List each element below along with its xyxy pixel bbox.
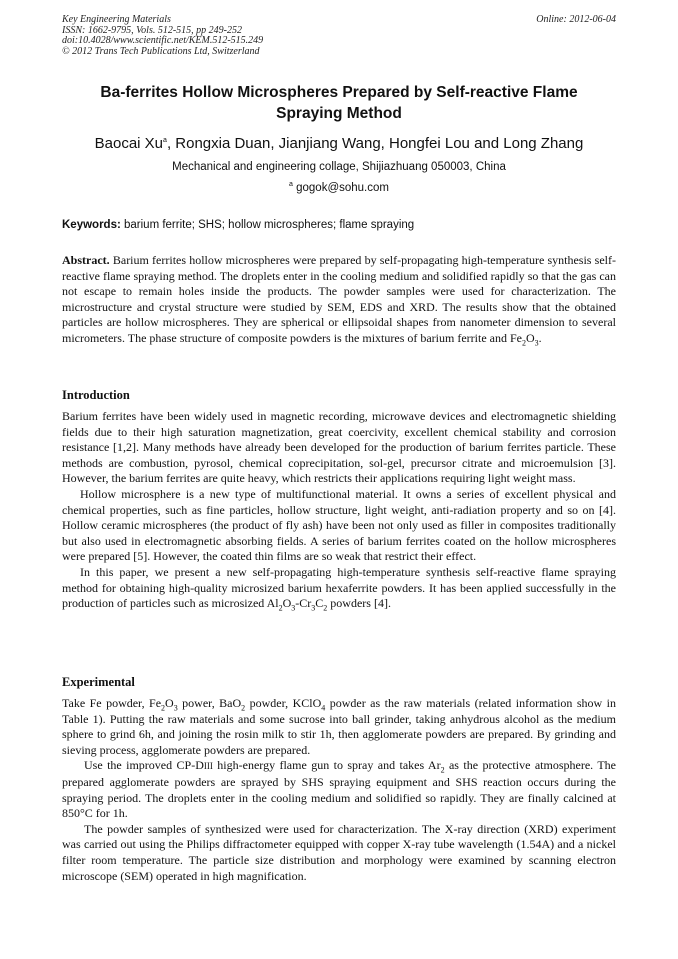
abstract-end: .	[538, 330, 542, 345]
experimental-body	[62, 696, 616, 884]
issn-line: ISSN: 1662-9795, Vols. 512-515, pp 249-252	[62, 24, 242, 36]
abstract-text: Barium ferrites hollow microspheres were prepared by self-propagating high-temperature synthesis self-reactive flame spraying method. The droplets enter in the cooling medium and solidified rapidly so that the gas can not escape to remain holes inside the products. The powder samples were used for characterization. The microstructure and crystal structure were studied by SEM, EDS and XRD. The results show that the obtained particles are hollow microspheres. They are spherical or ellipsoidal shapes from nanometer dimension to several micrometers. The phase structure of composite powders is the mixtures of barium ferrite and	[62, 253, 616, 345]
formula-subscript: 2	[161, 703, 166, 713]
intro-paragraph-2: Hollow microsphere is a new type of multifunctional material. It owns a series of excellent physical and chemical properties, such as fine particles, hollow structure, light weight, anti-radiation property and so on [4]. Hollow ceramic microspheres (the product of fly ash) have been not only used as filler in composites traditionally but also used in electromagnetic absorbing fields. A series of barium ferrites coated on the hollow microspheres were prepared [5]. However, the coated thin films are so weak that restrict their effect.	[62, 486, 616, 564]
email-line	[62, 181, 616, 196]
keywords	[62, 218, 616, 233]
exp-paragraph-3: The powder samples of synthesized were used for characterization. The X-ray direction (XRD) experiment was carried out using the Philips diffractometer equipped with copper X-ray tube wavelength (1.54A) and a nickel filter room temperature. The particle size distribution and morphology were examined by scanning electron microscope (SEM) operated in high magnification.	[62, 821, 616, 883]
formula-subscript: 2	[521, 338, 526, 348]
title-line-1: Ba-ferrites Hollow Microspheres Prepared by Self-reactive Flame	[100, 84, 578, 101]
formula-subscript: 2	[241, 703, 246, 713]
journal-header	[62, 15, 616, 57]
keywords-text: barium ferrite; SHS; hollow microspheres; flame spraying	[124, 219, 415, 231]
introduction-body	[62, 409, 616, 612]
title-line-2: Spraying Method	[276, 105, 402, 122]
paper-title	[62, 82, 616, 124]
formula-subscript: 4	[321, 703, 326, 713]
intro-paragraph-1: Barium ferrites have been widely used in magnetic recording, microwave devices and electromagnetic shielding fields due to their high saturation magnetization, great coercivity, excellent chemical stability and corrosion resistance [1,2]. Many methods have already been developed for the production of barium ferrites particle. These methods are combustion, pyrosol, chemical coprecipitation, sol-gel, precursor citrate and microemulsion [3]. However, the barium ferrites are quite heavy, which restricts their applications requiring light weight mass.	[62, 409, 616, 486]
abstract-label: Abstract.	[62, 253, 110, 267]
exp-text: Use the improved CP-D	[84, 758, 204, 773]
exp-text: powder as the raw materials (related information show in Table 1). Putting the raw materials and some sucrose into ball grinder, taking anhydrous alcohol as the medium sphere to grind 6h, and joining the rosin milk to stir 1h, then agglomerate powders are prepared. By grinding and sieving process, agglomerate powders are prepared.	[62, 696, 616, 757]
email-affil-marker: a	[289, 181, 293, 189]
formula-text: O	[282, 596, 292, 611]
formula-text: C	[315, 596, 324, 611]
exp-text: as the protective atmosphere. The prepared agglomerate powders are sprayed by SHS spraying equipment and SHS reaction occurs during the spraying period. The droplets enter in the cooling medium and solidified so rapidly. They are finally calcined at 850°C for 1h.	[62, 758, 616, 821]
exp-paragraph-1	[62, 696, 616, 758]
formula-text: Al	[266, 596, 279, 611]
formula-subscript: 2	[440, 765, 445, 775]
email-address: gogok@sohu.com	[296, 182, 389, 194]
formula-text: -Cr	[295, 596, 312, 611]
introduction-heading: Introduction	[62, 388, 130, 402]
exp-paragraph-2	[62, 758, 616, 821]
experimental-heading: Experimental	[62, 675, 135, 689]
formula-subscript: 2	[278, 603, 283, 613]
intro-paragraph-3	[62, 565, 616, 612]
formula-text: O	[525, 330, 535, 345]
online-date: Online: 2012-06-04	[536, 14, 616, 25]
intro-p3-end: powders [4].	[327, 596, 391, 611]
formula-subscript: 3	[311, 603, 316, 613]
formula-subscript: 3	[173, 703, 178, 713]
formula-subscript: 2	[323, 603, 328, 613]
copyright-line: © 2012 Trans Tech Publications Ltd, Switzerland	[62, 45, 260, 57]
affiliation: Mechanical and engineering collage, Shijiazhuang 050003, China	[172, 161, 506, 173]
exp-text: high-energy flame gun to spray and takes Ar	[212, 758, 441, 773]
journal-name: Key Engineering Materials	[62, 14, 171, 25]
exp-smallcaps: III	[203, 761, 213, 772]
exp-text: O	[165, 696, 174, 710]
intro-p3-text: In this paper, we present a new self-propagating high-temperature synthesis self-reactive flame spraying method for obtaining high-quality microsized barium hexaferrite powders. It has been applied successfully in the production of particles such as microsized	[62, 564, 616, 611]
author-affil-marker: a	[163, 137, 167, 144]
exp-text: Take Fe powder, Fe	[62, 696, 162, 710]
first-author: Baocai Xu	[94, 135, 164, 152]
formula-subscript: 3	[534, 338, 539, 348]
exp-text: power, BaO	[177, 696, 242, 710]
abstract	[62, 253, 616, 347]
other-authors: , Rongxia Duan, Jianjiang Wang, Hongfei Lou and Long Zhang	[166, 135, 584, 152]
exp-text: powder, KClO	[245, 696, 322, 710]
formula-subscript: 3	[291, 603, 296, 613]
formula-text: Fe	[509, 330, 522, 345]
doi-line: doi:10.4028/www.scientific.net/KEM.512-515.249	[62, 35, 264, 47]
author-list	[62, 134, 616, 154]
keywords-label: Keywords:	[62, 219, 121, 231]
